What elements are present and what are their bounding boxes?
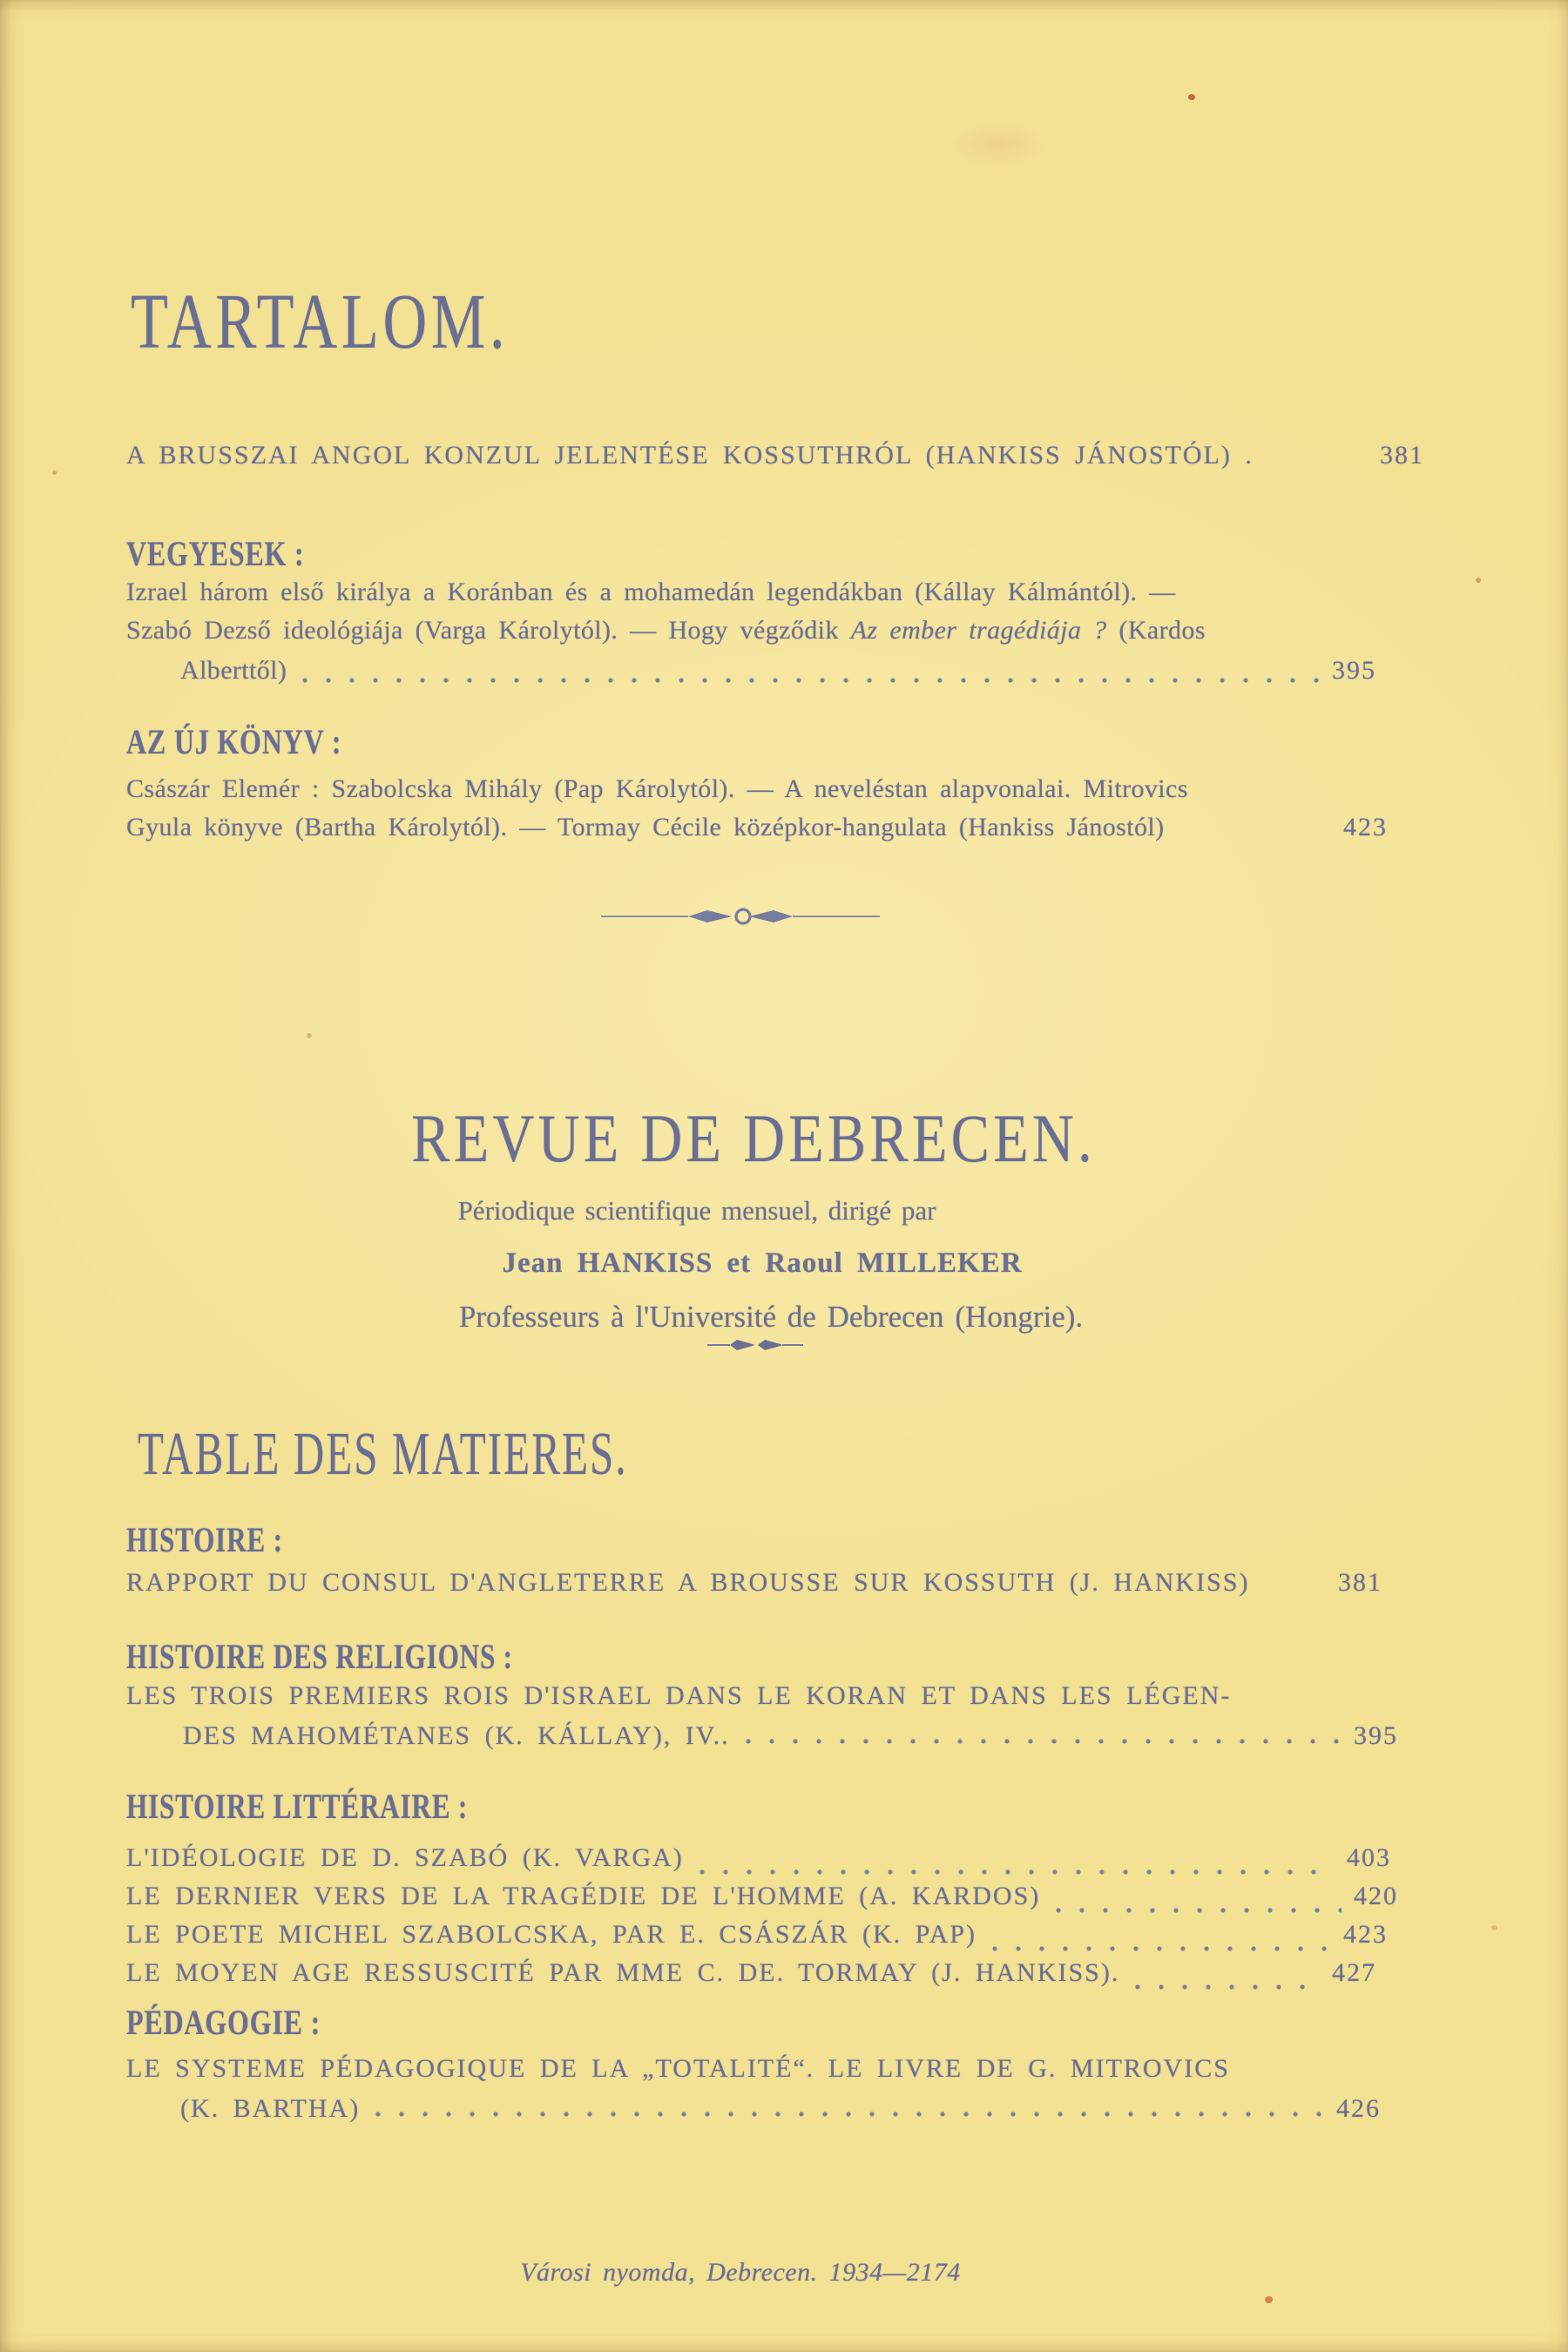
table-title-text: TABLE DES MATIERES. xyxy=(138,1421,628,1488)
toc-entry-text: LE POETE MICHEL SZABOLCSKA, PAR E. CSÁSZÁR (K. PAP) xyxy=(126,1920,977,1949)
paper-speck xyxy=(1265,2296,1273,2303)
paper-speck xyxy=(52,470,57,475)
paragraph-line-text: Szabó Dezső ideológiája (Varga Károlytól). — Hogy végződik xyxy=(126,616,851,645)
paper-speck xyxy=(1188,94,1195,100)
page-number: 423 xyxy=(1343,1920,1388,1949)
paragraph-line-text: Császár Elemér : Szabolcska Mihály (Pap Károlytól). — A neveléstan alapvonalai. Mitrovics xyxy=(126,774,1188,803)
toc-entry xyxy=(126,1920,1424,1958)
journal-subtitle: Périodique scientifique mensuel, dirigé par xyxy=(457,1195,936,1226)
religions-line1: LES TROIS PREMIERS ROIS D'ISRAEL DANS LE KORAN ET DANS LES LÉGEN- xyxy=(126,1681,1232,1710)
arrows-ornament-icon xyxy=(707,1336,803,1358)
italic-work-title: Az ember tragédiája ? xyxy=(850,616,1107,645)
section-heading-text: HISTOIRE LITTÉRAIRE : xyxy=(126,1787,469,1826)
dot-leader xyxy=(1056,1908,1342,1913)
toc-entry xyxy=(126,1843,1424,1882)
printer-imprint: Városi nyomda, Debrecen. 1934—2174 xyxy=(520,2258,961,2287)
toc-entry-text: LE MOYEN AGE RESSUSCITÉ PAR MME C. DE. TORMAY (J. HANKISS). xyxy=(126,1958,1120,1987)
dot-leader xyxy=(1135,1984,1320,1990)
paper-speck xyxy=(307,1033,312,1038)
toc-entry-text: LE DERNIER VERS DE LA TRAGÉDIE DE L'HOMME (A. KARDOS) xyxy=(126,1882,1041,1910)
dot-leader xyxy=(375,2112,1324,2117)
toc-entry-text: A BRUSSZAI ANGOL KONZUL JELENTÉSE KOSSUTHRÓL (HANKISS JÁNOSTÓL) . xyxy=(126,441,1254,470)
page-number: 381 xyxy=(1338,1568,1382,1597)
toc-entry-text: L'IDÉOLOGIE DE D. SZABÓ (K. VARGA) xyxy=(126,1843,684,1872)
dot-leader xyxy=(746,1739,1342,1744)
pedagogie-line1: LE SYSTEME PÉDAGOGIQUE DE LA „TOTALITÉ“. LE LIVRE DE G. MITROVICS xyxy=(126,2054,1230,2083)
table-des-matieres-title xyxy=(138,1420,838,1490)
toc-entry-religions-cont xyxy=(183,1721,1424,1751)
page-number: 395 xyxy=(1332,656,1376,685)
section-heading-litteraire xyxy=(126,1786,564,1827)
journal-title-text: REVUE DE DEBRECEN. xyxy=(411,1100,1096,1176)
paragraph-line xyxy=(126,770,1433,808)
toc-entry-vegyesek-cont xyxy=(180,652,1424,690)
page-number: 403 xyxy=(1347,1843,1391,1872)
toc-entry-text: DES MAHOMÉTANES (K. KÁLLAY), IV.. xyxy=(183,1721,730,1750)
toc-entry-rapport xyxy=(126,1568,1424,1598)
page-number: 423 xyxy=(1343,813,1388,841)
dot-leader xyxy=(992,1946,1331,1951)
paragraph-line xyxy=(126,612,1433,650)
section-heading-text: PÉDAGOGIE : xyxy=(126,2003,321,2042)
paper-stain xyxy=(950,122,1045,167)
dot-leader xyxy=(700,1869,1335,1875)
section-heading-religions xyxy=(126,1636,622,1677)
divider-ornament-icon xyxy=(601,904,880,933)
toc-entry-brusszai xyxy=(126,441,1424,470)
page-title xyxy=(131,277,616,367)
dot-leader xyxy=(302,678,1320,683)
section-heading-histoire xyxy=(126,1519,327,1560)
page-title-text: TARTALOM. xyxy=(131,279,510,365)
section-heading-pedagogie xyxy=(126,2002,369,2043)
section-heading-vegyesek xyxy=(126,533,349,574)
toc-entry-uj-konyv xyxy=(126,808,1424,847)
section-heading-uj-konyv xyxy=(126,721,395,762)
vegyesek-paragraph xyxy=(126,573,1433,650)
journal-affiliation: Professeurs à l'Université de Debrecen (Hongrie). xyxy=(458,1300,1084,1334)
toc-entry-text: (K. BARTHA) xyxy=(180,2094,361,2123)
page-number: 426 xyxy=(1336,2094,1381,2123)
journal-title xyxy=(57,1099,1450,1178)
toc-entry xyxy=(126,1958,1424,1997)
uj-konyv-paragraph xyxy=(126,770,1433,847)
page-number: 420 xyxy=(1354,1882,1398,1910)
toc-entry-text: Gyula könyve (Bartha Károlytól). — Tormay Cécile középkor-hangulata (Hankiss Jánostól) xyxy=(126,813,1165,841)
toc-entry-pedagogie-cont xyxy=(180,2094,1424,2124)
section-heading-text: HISTOIRE DES RELIGIONS : xyxy=(126,1637,513,1676)
paragraph-line-text: (Kardos xyxy=(1106,616,1206,645)
paragraph-line xyxy=(126,573,1433,612)
page-number: 381 xyxy=(1380,441,1424,470)
toc-entry xyxy=(126,1882,1424,1920)
paper-speck xyxy=(1491,1925,1497,1930)
section-heading-text: AZ ÚJ KÖNYV : xyxy=(126,722,342,761)
toc-entry-text: RAPPORT DU CONSUL D'ANGLETERRE A BROUSSE SUR KOSSUTH (J. HANKISS) xyxy=(126,1568,1250,1597)
toc-entry-text: Alberttől) xyxy=(180,656,287,685)
page-number: 427 xyxy=(1332,1958,1376,1987)
paragraph-line-text: Izrael három első királya a Koránban és a mohamedán legendákban (Kállay Kálmántól). — xyxy=(126,578,1176,606)
page-number: 395 xyxy=(1354,1721,1398,1750)
section-heading-text: HISTOIRE : xyxy=(126,1520,283,1559)
paper-speck xyxy=(1476,578,1481,583)
litteraire-entries xyxy=(126,1843,1424,1997)
journal-editors: Jean HANKISS et Raoul MILLEKER xyxy=(502,1247,1023,1279)
section-heading-text: VEGYESEK : xyxy=(126,534,305,573)
